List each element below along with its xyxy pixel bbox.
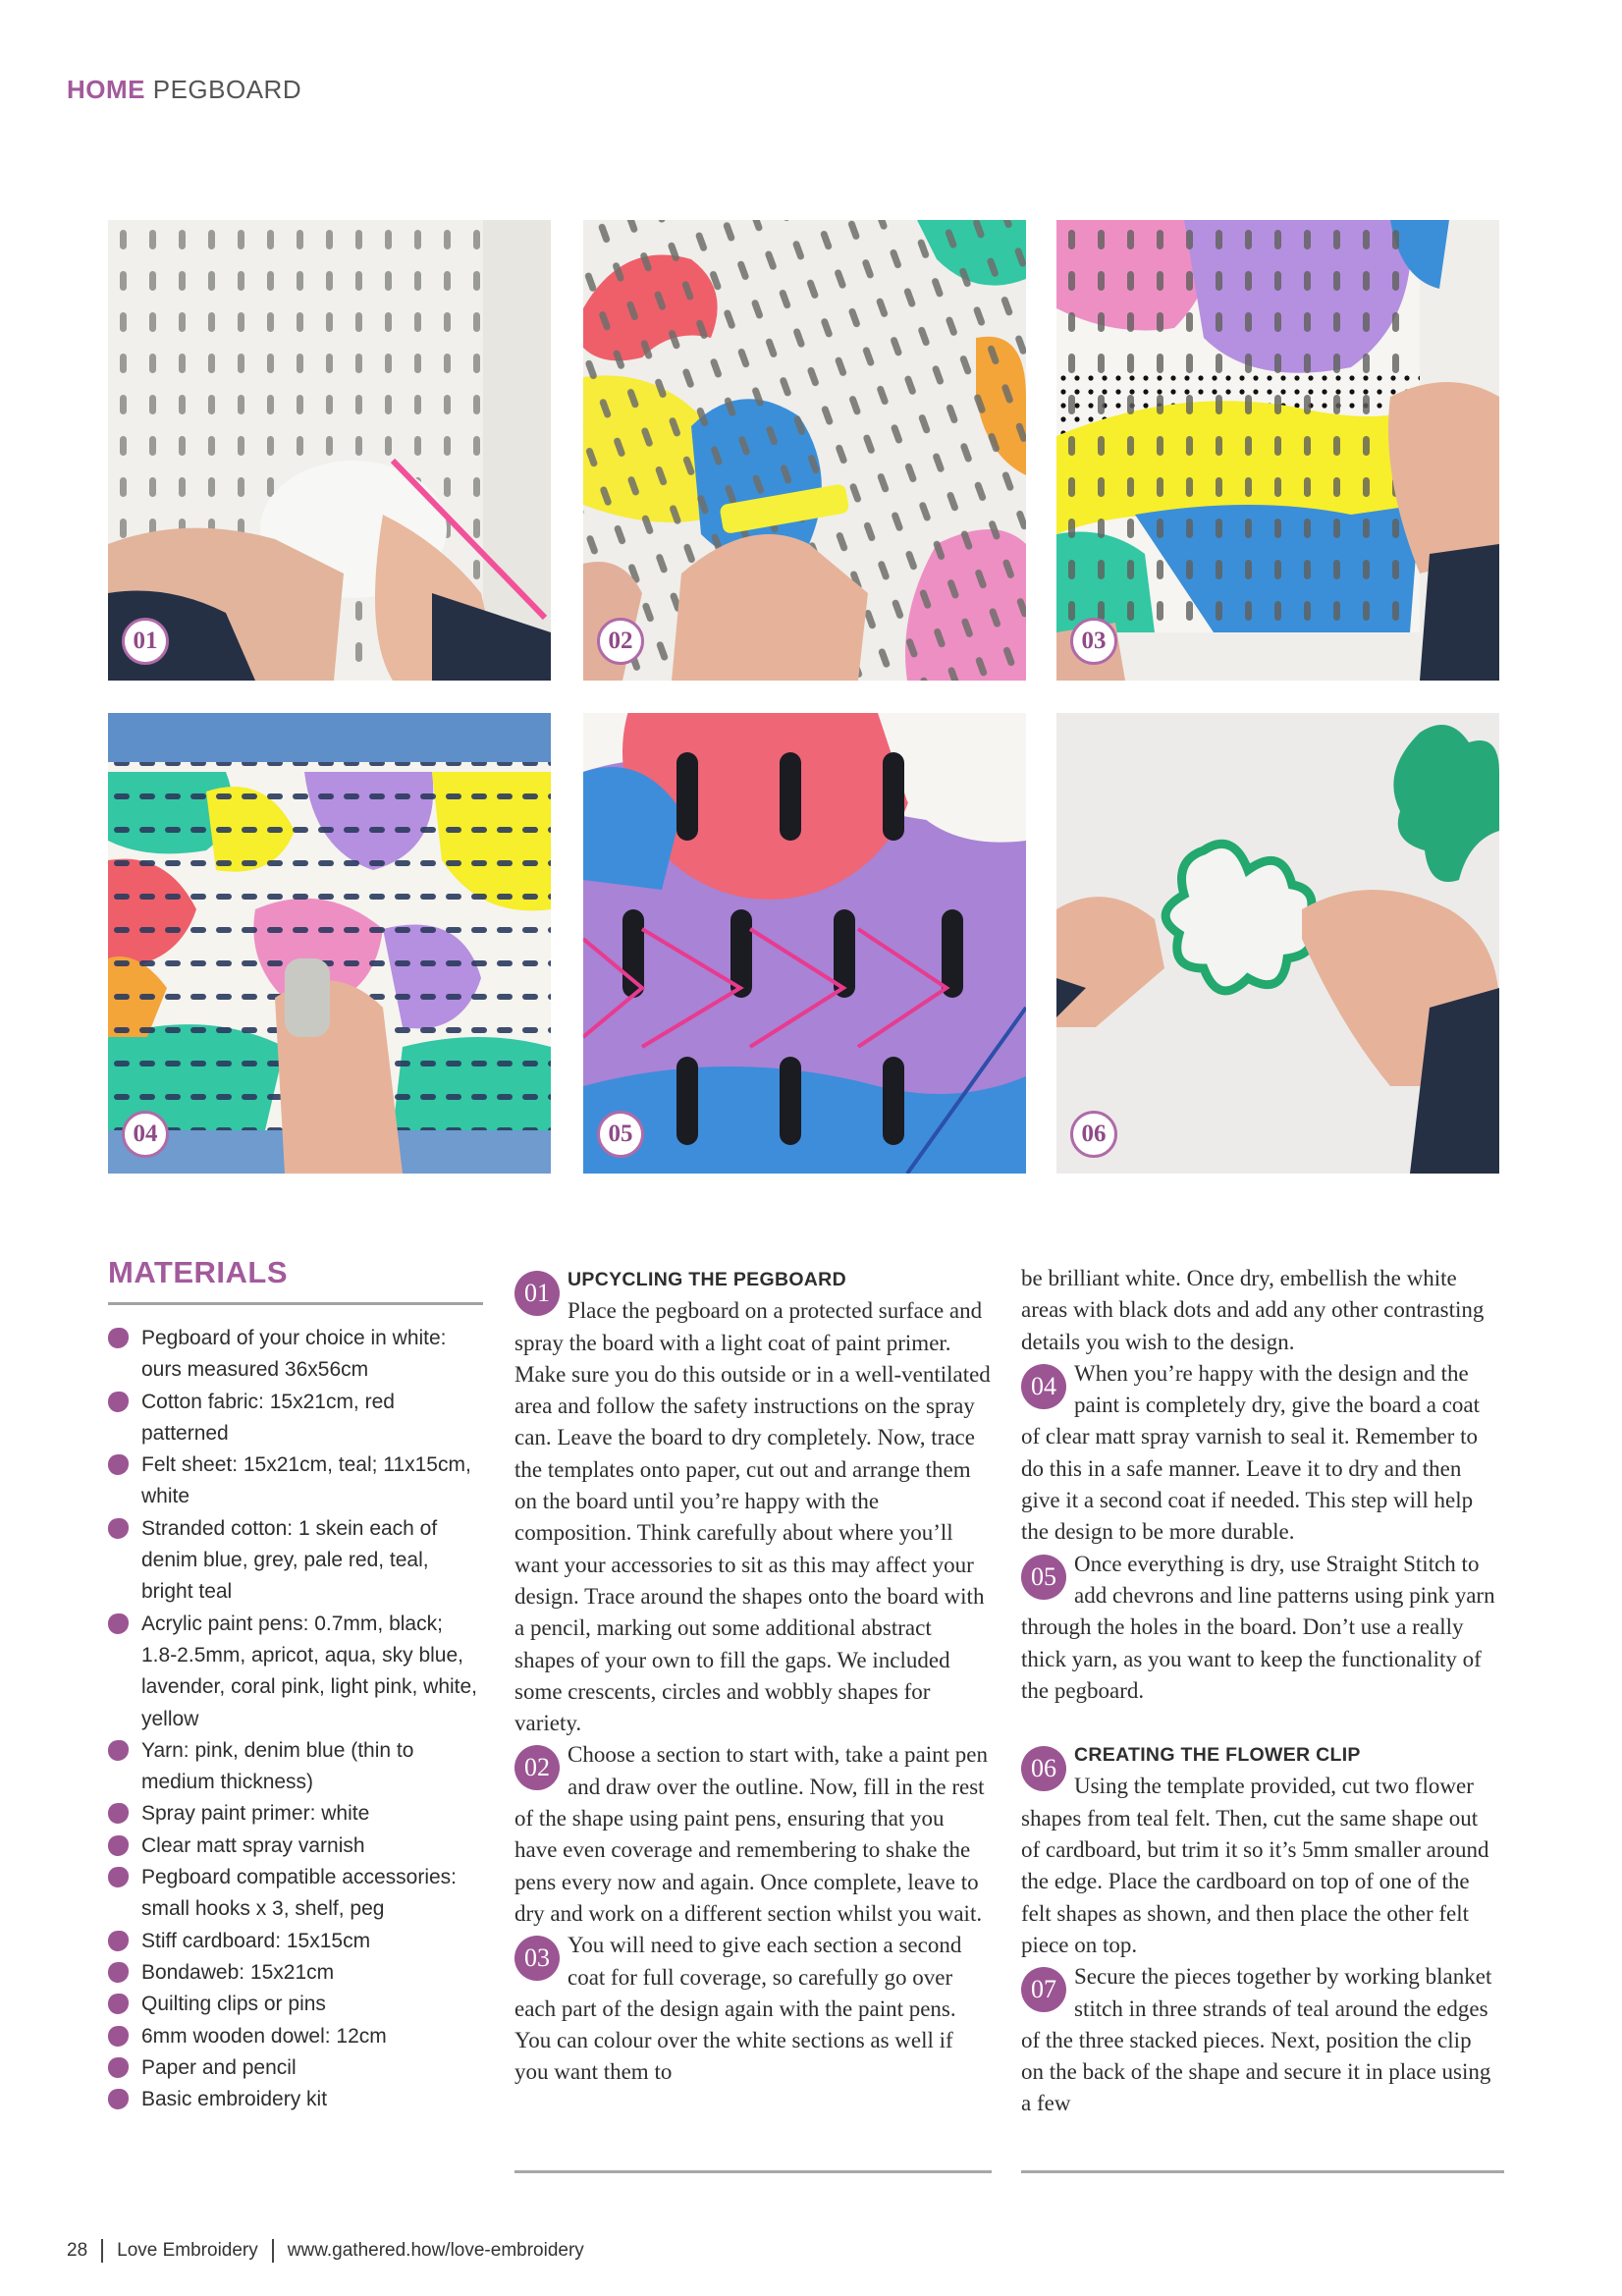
step-number-07: 07	[1021, 1967, 1066, 2012]
bullet-icon	[108, 1835, 129, 1856]
bullet-icon	[108, 2026, 129, 2047]
materials-divider	[108, 1302, 483, 1305]
bullet-icon	[108, 1962, 129, 1983]
list-item: Yarn: pink, denim blue (thin to medium thickness)	[108, 1735, 483, 1799]
bullet-icon	[108, 1454, 129, 1475]
step-05-text: Once everything is dry, use Straight Stitch to add chevrons and line patterns using pink yarn through the holes in the board. Don’t use a really thick yarn, as you want to keep the functionality of the pegboard.	[1021, 1551, 1495, 1703]
step-number-02: 02	[514, 1745, 560, 1790]
bullet-icon	[108, 1613, 129, 1634]
list-item: Pegboard compatible accessories: small hooks x 3, shelf, peg	[108, 1862, 483, 1926]
photo-02	[583, 220, 1026, 681]
step-number-05: 05	[1021, 1555, 1066, 1600]
list-item: Cotton fabric: 15x21cm, red patterned	[108, 1387, 483, 1450]
list-item: Bondaweb: 15x21cm	[108, 1957, 483, 1989]
photo-number-badge: 02	[597, 618, 644, 665]
bullet-icon	[108, 1740, 129, 1761]
photo-number-badge: 01	[122, 618, 169, 665]
step-02-text: Choose a section to start with, take a paint pen and draw over the outline. Now, fill in the rest of the shape using paint pens, ensuring that you have even coverage and remembering to shake the pens every now and again. Once complete, leave to dry and work on a different section whilst you wait.	[514, 1742, 988, 1926]
materials-title: MATERIALS	[108, 1255, 289, 1289]
list-item: Stranded cotton: 1 skein each of denim blue, grey, pale red, teal, bright teal	[108, 1513, 483, 1609]
section-heading-flower-clip: CREATING THE FLOWER CLIP	[1074, 1744, 1361, 1767]
step-number-06: 06	[1021, 1746, 1066, 1791]
photo-number-badge: 06	[1070, 1111, 1117, 1158]
instructions-column-2	[1021, 1263, 1498, 2120]
materials-box	[108, 1255, 483, 2115]
list-item: Quilting clips or pins	[108, 1989, 483, 2020]
page-footer	[67, 2239, 584, 2263]
bullet-icon	[108, 2057, 129, 2078]
step-number-01: 01	[514, 1271, 560, 1316]
photo-01	[108, 220, 551, 681]
list-item: 6mm wooden dowel: 12cm	[108, 2021, 483, 2052]
photo-04	[108, 713, 551, 1174]
footer-divider	[101, 2239, 103, 2263]
bullet-icon	[108, 2089, 129, 2109]
step-number-04: 04	[1021, 1364, 1066, 1409]
list-item: Clear matt spray varnish	[108, 1831, 483, 1862]
page-header	[67, 75, 301, 105]
column-1-divider	[514, 2170, 992, 2173]
footer-divider	[272, 2239, 274, 2263]
column-2-divider	[1021, 2170, 1504, 2173]
bullet-icon	[108, 1803, 129, 1824]
bullet-icon	[108, 1994, 129, 2014]
bullet-icon	[108, 1328, 129, 1348]
section-label: HOME	[67, 75, 145, 104]
list-item: Spray paint primer: white	[108, 1798, 483, 1830]
photo-03	[1056, 220, 1499, 681]
bullet-icon	[108, 1931, 129, 1951]
list-item: Paper and pencil	[108, 2052, 483, 2084]
page-number: 28	[67, 2240, 88, 2261]
step-number-03: 03	[514, 1936, 560, 1981]
bullet-icon	[108, 1867, 129, 1887]
photo-05	[583, 713, 1026, 1174]
bullet-icon	[108, 1518, 129, 1539]
instructions-column-1	[514, 1263, 992, 2089]
topic-label: PEGBOARD	[152, 75, 302, 104]
list-item: Stiff cardboard: 15x15cm	[108, 1926, 483, 1957]
step-04-text: When you’re happy with the design and the paint is completely dry, give the board a coat of clear matt spray varnish to seal it. Remember to do this in a safe manner. Leave it to dry and then give it a second coat if needed. This step will help the design to be more durable.	[1021, 1360, 1481, 1545]
magazine-name: Love Embroidery	[117, 2240, 258, 2261]
section-heading-upcycling: UPCYCLING THE PEGBOARD	[568, 1269, 846, 1290]
step-07-text: Secure the pieces together by working blanket stitch in three strands of teal around the edges of the three stacked pieces. Next, position the clip on the back of the shape and secure it in place using a few	[1021, 1964, 1492, 2116]
photo-number-badge: 04	[122, 1111, 169, 1158]
photo-06	[1056, 713, 1499, 1174]
bullet-icon	[108, 1392, 129, 1412]
step-06-text: Using the template provided, cut two flower shapes from teal felt. Then, cut the same shape out of cardboard, but trim it so it’s 5mm smaller around the edge. Place the cardboard on top of one of the felt shapes as shown, and then place the other felt piece on top.	[1021, 1774, 1489, 1957]
list-item: Basic embroidery kit	[108, 2084, 483, 2115]
photo-number-badge: 05	[597, 1111, 644, 1158]
photo-number-badge: 03	[1070, 618, 1117, 665]
materials-list	[108, 1323, 483, 2115]
step-03-continued: be brilliant white. Once dry, embellish the white areas with black dots and add any other contrasting details you wish to the design.	[1021, 1266, 1485, 1354]
step-03-text: You will need to give each section a second coat for full coverage, so carefully go over each part of the design again with the paint pens. You can colour over the white sections as well if you want them to	[514, 1933, 962, 2085]
step-01-text: Place the pegboard on a protected surface and spray the board with a light coat of paint primer. Make sure you do this outside or in a well-ventilated area and follow the safety instructions on the spray can. Leave the board to dry completely. Now, trace the templates onto paper, cut out and arrange them on the board until you’re happy with the composition. Think carefully about where you’ll want your accessories to sit as this may affect your design. Trace around the shapes onto the board with a pencil, marking out some additional abstract shapes of your own to fill the gaps. We included some crescents, circles and wobbly shapes for variety.	[514, 1298, 991, 1736]
list-item: Felt sheet: 15x21cm, teal; 11x15cm, white	[108, 1449, 483, 1513]
list-item: Acrylic paint pens: 0.7mm, black; 1.8-2.5mm, apricot, aqua, sky blue, lavender, coral pink, light pink, white, yellow	[108, 1609, 483, 1735]
list-item: Pegboard of your choice in white: ours measured 36x56cm	[108, 1323, 483, 1387]
website-link[interactable]: www.gathered.how/love-embroidery	[287, 2240, 584, 2261]
